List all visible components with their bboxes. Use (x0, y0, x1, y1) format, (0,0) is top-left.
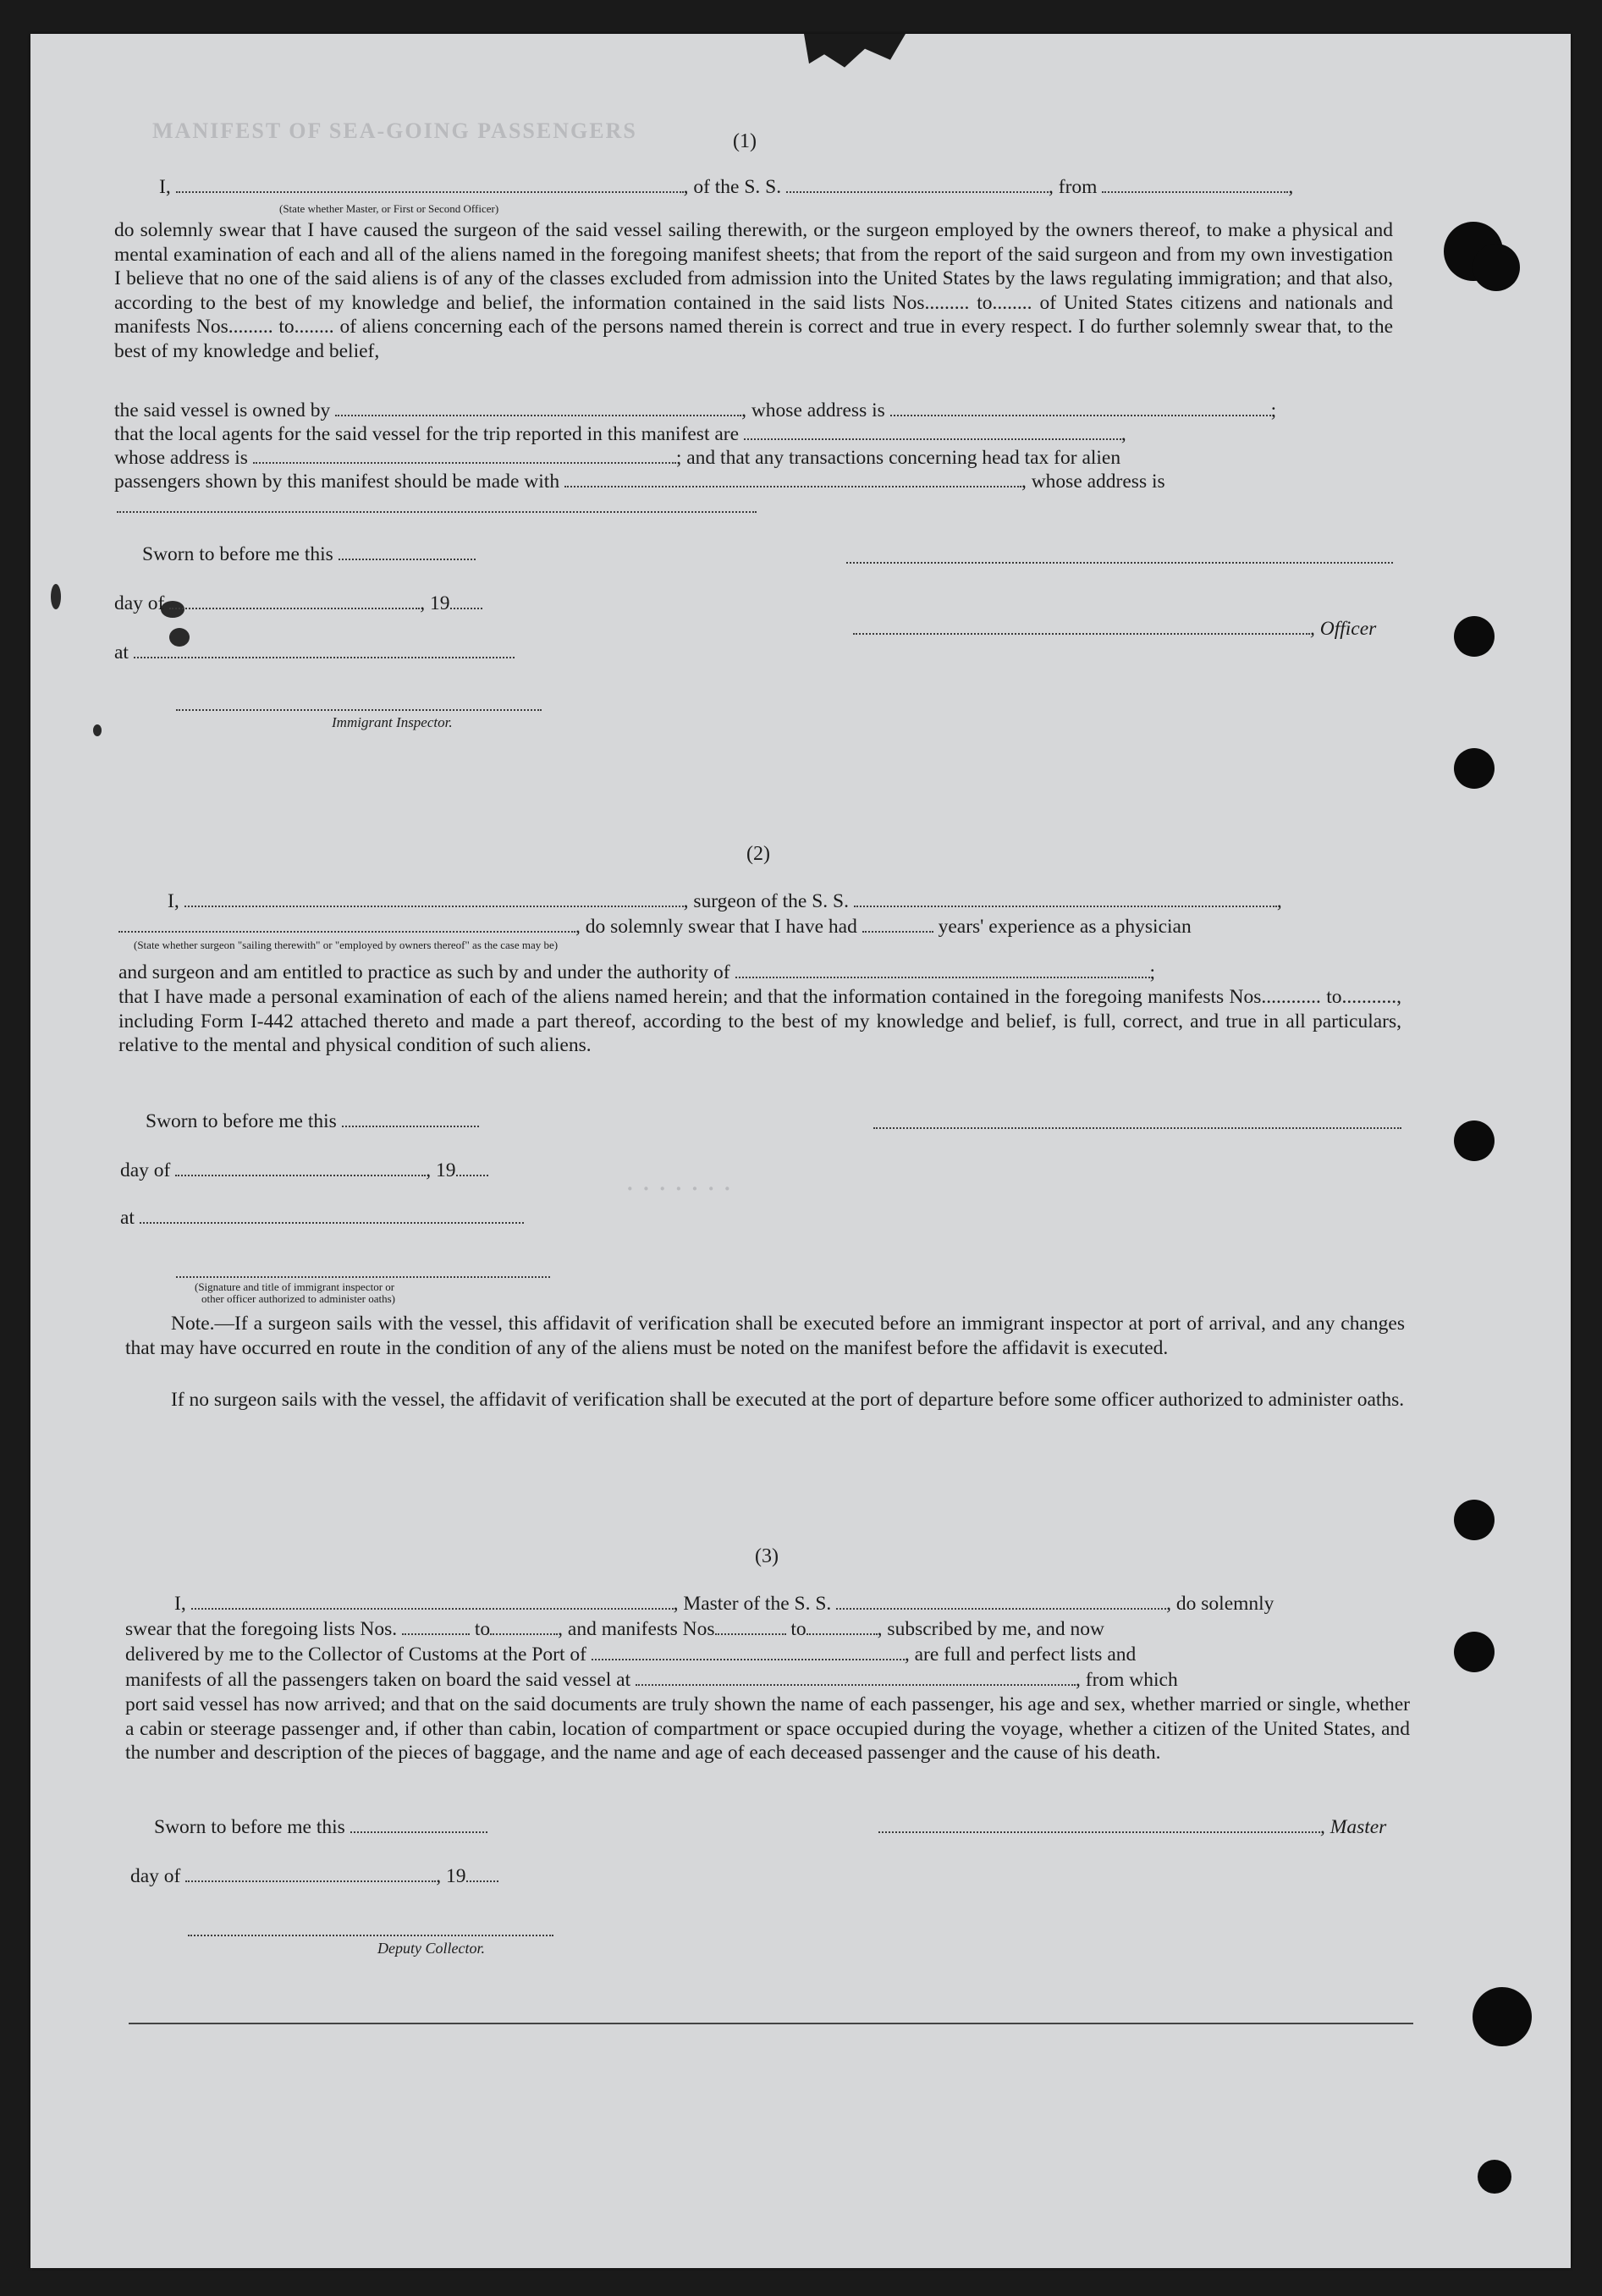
experience-line: , do solemnly swear that I have had years' experience as a physician (118, 916, 1192, 939)
at-line: at (120, 1207, 524, 1230)
collector-signature-blank[interactable] (188, 1935, 553, 1936)
authority-line: and surgeon and am entitled to practice as such by and under the authority of ; (118, 961, 1156, 983)
day-of-line: day of , 19 (114, 592, 482, 615)
lists-line: swear that the foregoing lists Nos. to , and manifests Nos to , subscribed by me, and now (125, 1618, 1104, 1640)
surgeon-signature-blank[interactable] (873, 1127, 1401, 1129)
inspector-caption: Immigrant Inspector. (332, 714, 453, 730)
binder-hole-icon (1473, 244, 1520, 291)
binder-hole-icon (1454, 1500, 1495, 1540)
inspector-signature-blank[interactable] (176, 709, 542, 711)
boarded-line: manifests of all the passengers taken on board the said vessel at , from which (125, 1669, 1178, 1691)
sworn-line: Sworn to before me this (154, 1816, 487, 1839)
bleed-through-text: · · · · · · · (626, 1176, 733, 1201)
address-blank[interactable] (117, 511, 757, 513)
passengers-line: passengers shown by this manifest should be made with , whose address is (114, 471, 1165, 493)
signature-caption: other officer authorized to administer oaths) (201, 1292, 395, 1305)
officer-line: , Officer (853, 618, 1376, 641)
binder-hole-icon (1478, 2160, 1511, 2194)
binder-hole-icon (1454, 616, 1495, 657)
surgeon-oath-line: I, , surgeon of the S. S. , (168, 890, 1282, 912)
signature-caption: (Signature and title of immigrant inspector or (195, 1280, 395, 1293)
master-signature-line: , Master (878, 1816, 1386, 1839)
section-number: (1) (733, 130, 757, 152)
binder-hole-icon (1473, 1987, 1532, 2046)
document-page (30, 34, 1571, 2268)
master-oath-line: I, , Master of the S. S. , do solemnly (174, 1593, 1274, 1615)
day-of-line: day of , 19 (130, 1865, 498, 1888)
note-paragraph: If no surgeon sails with the vessel, the affidavit of verification shall be executed at the port of departure before some officer authorized to administer oaths. (171, 1389, 1405, 1411)
ink-stain (93, 724, 102, 736)
master-oath-line: I, , of the S. S. , from , (159, 176, 1294, 198)
binder-hole-icon (1454, 748, 1495, 789)
bleed-through-text: MANIFEST OF SEA-GOING PASSENGERS (152, 118, 637, 143)
section-3-paragraph: port said vessel has now arrived; and that on the said documents are truly shown the name of each passenger, his age and sex, whether married or single, whether a cabin or steerage passenger and, if other than cabin, location of compartment or space occupied during the voyage, whether a citizen of the United States, and the number and description of the pieces of baggage, and the name and age of each deceased passenger and the cause of his death. (125, 1693, 1410, 1764)
bottom-rule (129, 2023, 1413, 2024)
field-caption: (State whether Master, or First or Second Officer) (279, 202, 499, 215)
at-line: at (114, 641, 515, 664)
local-agents-line: that the local agents for the said vessel for the trip reported in this manifest are , (114, 423, 1126, 445)
section-number: (2) (746, 843, 770, 865)
officer-signature-blank[interactable] (846, 562, 1393, 564)
collector-line: delivered by me to the Collector of Customs at the Port of , are full and perfect lists and (125, 1644, 1137, 1666)
sworn-line: Sworn to before me this (142, 543, 476, 566)
section-1-paragraph: do solemnly swear that I have caused the surgeon of the said vessel sailing therewith, or the surgeon employed by the owners thereof, to make a physical and mental examination of each and all of the aliens named in the foregoing manifest sheets; that from the report of the said surgeon and from my own investigation I believe that no one of the said aliens is of any of the classes excluded from admission into the United States by the laws regulating immigration; and that also, according to the best of my knowledge and belief, the information contained in the said lists Nos......... to........ of United States citizens and nationals and manifests Nos......... to........ of aliens concerning each of the persons named therein is correct and true in every respect. I do further solemnly swear that, to the best of my knowledge and belief, (114, 219, 1393, 362)
note-paragraph: Note.—If a surgeon sails with the vessel, this affidavit of verification shall be executed before an immigrant inspector at port of arrival, and any changes that may have occurred en route in the condition of any of the aliens must be noted on the manifest before the affidavit is executed. (125, 1313, 1405, 1359)
deputy-caption: Deputy Collector. (377, 1940, 485, 1957)
inspector-signature-blank[interactable] (176, 1276, 550, 1278)
day-of-line: day of , 19 (120, 1159, 488, 1182)
head-tax-line: whose address is ; and that any transactions concerning head tax for alien (114, 447, 1121, 469)
owned-by-line: the said vessel is owned by , whose address is ; (114, 399, 1277, 421)
field-caption: (State whether surgeon "sailing therewith" or "employed by owners thereof" as the case may be) (134, 939, 559, 951)
ink-stain (51, 584, 61, 609)
binder-hole-icon (1454, 1120, 1495, 1161)
binder-hole-icon (1454, 1632, 1495, 1672)
section-2-paragraph: that I have made a personal examination of each of the aliens named herein; and that the information contained in the foregoing manifests Nos............ to..........., including Form I-442 attached thereto and made a part thereof, according to the best of my knowledge and belief, is full, correct, and true in all particulars, relative to the mental and physical condition of such aliens. (118, 986, 1401, 1056)
sworn-line: Sworn to before me this (146, 1110, 479, 1133)
section-number: (3) (755, 1545, 779, 1567)
